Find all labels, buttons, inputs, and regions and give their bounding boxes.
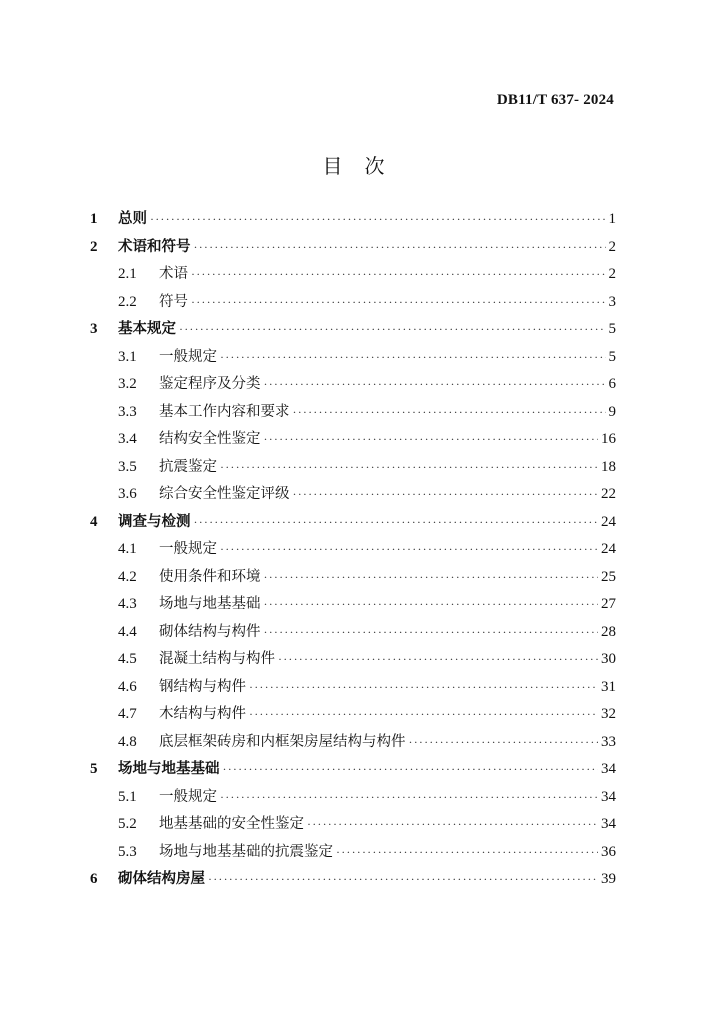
toc-entry-page-number: 2 (608, 238, 616, 255)
toc-entry-number: 2.1 (118, 266, 137, 282)
toc-entry-number: 4.7 (118, 706, 137, 722)
toc-entry-number: 5.1 (118, 788, 137, 805)
toc-entry-title: 场地与地基基础 (159, 596, 261, 612)
toc-entry-number: 4.2 (118, 568, 137, 585)
toc-entry-title: 底层框架砖房和内框架房屋结构与构件 (159, 733, 406, 750)
toc-entry-page-number: 9 (608, 403, 616, 420)
dot-leader (220, 536, 598, 564)
dot-leader (264, 564, 599, 592)
toc-entry-page-number: 25 (601, 568, 616, 585)
toc-section-entry[interactable] (90, 811, 616, 839)
toc-entry-title: 综合安全性鉴定评级 (159, 486, 290, 502)
toc-section-entry[interactable] (90, 481, 616, 509)
dot-leader (307, 811, 598, 839)
toc-entry-page-number: 1 (608, 211, 616, 227)
toc-entry-title: 使用条件和环境 (159, 568, 261, 585)
dot-leader (249, 701, 598, 729)
dot-leader (264, 591, 599, 619)
toc-section-entry[interactable] (90, 591, 616, 619)
toc-entry-page-number: 34 (601, 761, 616, 777)
toc-section-entry[interactable] (90, 674, 616, 702)
toc-entry-number: 4.4 (118, 623, 137, 640)
toc-entry-title: 基本规定 (118, 321, 176, 337)
toc-entry-page-number: 3 (608, 293, 616, 310)
toc-section-entry[interactable] (90, 344, 616, 372)
document-code: DB11/T 637- 2024 (496, 92, 614, 108)
toc-section-entry[interactable] (90, 784, 616, 812)
dot-leader (220, 784, 598, 812)
toc-entry-title: 砌体结构与构件 (159, 623, 261, 640)
toc-entry-title: 总则 (118, 211, 147, 227)
toc-entry-title: 术语 (159, 266, 188, 282)
toc-entry-title: 地基基础的安全性鉴定 (159, 816, 304, 832)
toc-entry-number: 2.2 (118, 293, 137, 310)
toc-section-entry[interactable] (90, 371, 616, 399)
toc-section-entry[interactable] (90, 839, 616, 867)
dot-leader (223, 756, 599, 784)
toc-section-entry[interactable] (90, 399, 616, 427)
dot-leader (220, 344, 606, 372)
toc-entry-number: 3.2 (118, 376, 137, 392)
toc-chapter-entry[interactable] (90, 316, 616, 344)
toc-section-entry[interactable] (90, 426, 616, 454)
toc-entry-number: 5 (90, 761, 98, 777)
dot-leader (208, 866, 598, 894)
toc-entry-number: 3.1 (118, 348, 137, 365)
toc-entry-number: 4.1 (118, 541, 137, 557)
toc-section-entry[interactable] (90, 261, 616, 289)
toc-entry-title: 术语和符号 (118, 238, 191, 255)
toc-entry-title: 基本工作内容和要求 (159, 403, 290, 420)
toc-entry-page-number: 18 (601, 458, 616, 475)
toc-entry-title: 结构安全性鉴定 (159, 431, 261, 447)
toc-entry-page-number: 5 (608, 348, 616, 365)
toc-entry-page-number: 31 (601, 678, 616, 695)
toc-entry-page-number: 2 (608, 266, 616, 282)
toc-entry-title: 一般规定 (159, 348, 217, 365)
toc-entry-page-number: 33 (601, 733, 616, 750)
toc-entry-number: 4.8 (118, 733, 137, 750)
toc-entry-number: 3.3 (118, 403, 137, 420)
toc-entry-page-number: 28 (601, 623, 616, 640)
toc-entry-page-number: 34 (601, 816, 616, 832)
toc-entry-number: 3.6 (118, 486, 137, 502)
toc-entry-number: 5.2 (118, 816, 137, 832)
toc-entry-page-number: 22 (601, 486, 616, 502)
toc-chapter-entry[interactable] (90, 866, 616, 894)
toc-entry-page-number: 24 (601, 541, 616, 557)
toc-entry-page-number: 6 (608, 376, 616, 392)
dot-leader (336, 839, 598, 867)
toc-chapter-entry[interactable] (90, 756, 616, 784)
toc-entry-page-number: 32 (601, 706, 616, 722)
dot-leader (264, 619, 599, 647)
toc-entry-number: 3 (90, 321, 98, 337)
dot-leader (264, 426, 599, 454)
toc-entry-title: 钢结构与构件 (159, 678, 246, 695)
toc-section-entry[interactable] (90, 729, 616, 757)
toc-section-entry[interactable] (90, 454, 616, 482)
toc-entry-number: 3.5 (118, 458, 137, 475)
dot-leader (191, 289, 606, 317)
toc-entry-number: 1 (90, 211, 98, 227)
toc-entry-title: 场地与地基基础的抗震鉴定 (159, 843, 333, 860)
toc-entry-title: 符号 (159, 293, 188, 310)
toc-chapter-entry[interactable] (90, 509, 616, 537)
dot-leader (293, 399, 606, 427)
toc-entry-title: 混凝土结构与构件 (159, 651, 275, 667)
toc-section-entry[interactable] (90, 536, 616, 564)
toc-entry-page-number: 24 (601, 513, 616, 530)
dot-leader (194, 509, 599, 537)
toc-entry-page-number: 39 (601, 871, 616, 887)
dot-leader (249, 674, 598, 702)
toc-section-entry[interactable] (90, 646, 616, 674)
dot-leader (220, 454, 598, 482)
dot-leader (191, 261, 606, 289)
toc-entry-number: 4.5 (118, 651, 137, 667)
toc-entry-number: 5.3 (118, 843, 137, 860)
toc-entry-number: 4.3 (118, 596, 137, 612)
toc-entry-number: 4 (90, 513, 98, 530)
toc-entry-number: 4.6 (118, 678, 137, 695)
toc-entry-title: 场地与地基基础 (118, 761, 220, 777)
toc-entry-title: 木结构与构件 (159, 706, 246, 722)
toc-entry-title: 调查与检测 (118, 513, 191, 530)
toc-section-entry[interactable] (90, 289, 616, 317)
toc-chapter-entry[interactable] (90, 206, 616, 234)
toc-section-entry[interactable] (90, 701, 616, 729)
toc-entry-title: 一般规定 (159, 541, 217, 557)
dot-leader (409, 729, 599, 757)
toc-entry-number: 2 (90, 238, 98, 255)
toc-chapter-entry[interactable] (90, 234, 616, 262)
toc-entry-title: 一般规定 (159, 788, 217, 805)
toc-entry-number: 6 (90, 871, 98, 887)
toc-entry-page-number: 5 (608, 321, 616, 337)
toc-entry-title: 砌体结构房屋 (118, 871, 205, 887)
toc-section-entry[interactable] (90, 619, 616, 647)
toc-section-entry[interactable] (90, 564, 616, 592)
toc-entry-page-number: 34 (601, 788, 616, 805)
dot-leader (150, 206, 606, 234)
toc-entry-number: 3.4 (118, 431, 137, 447)
table-of-contents (90, 206, 616, 894)
toc-entry-title: 鉴定程序及分类 (159, 376, 261, 392)
toc-entry-page-number: 30 (601, 651, 616, 667)
dot-leader (278, 646, 598, 674)
dot-leader (293, 481, 599, 509)
dot-leader (264, 371, 606, 399)
toc-entry-title: 抗震鉴定 (159, 458, 217, 475)
dot-leader (179, 316, 606, 344)
toc-entry-page-number: 16 (601, 431, 616, 447)
toc-title: 目次 (322, 154, 407, 178)
toc-entry-page-number: 36 (601, 843, 616, 860)
toc-entry-page-number: 27 (601, 596, 616, 612)
dot-leader (194, 234, 606, 262)
